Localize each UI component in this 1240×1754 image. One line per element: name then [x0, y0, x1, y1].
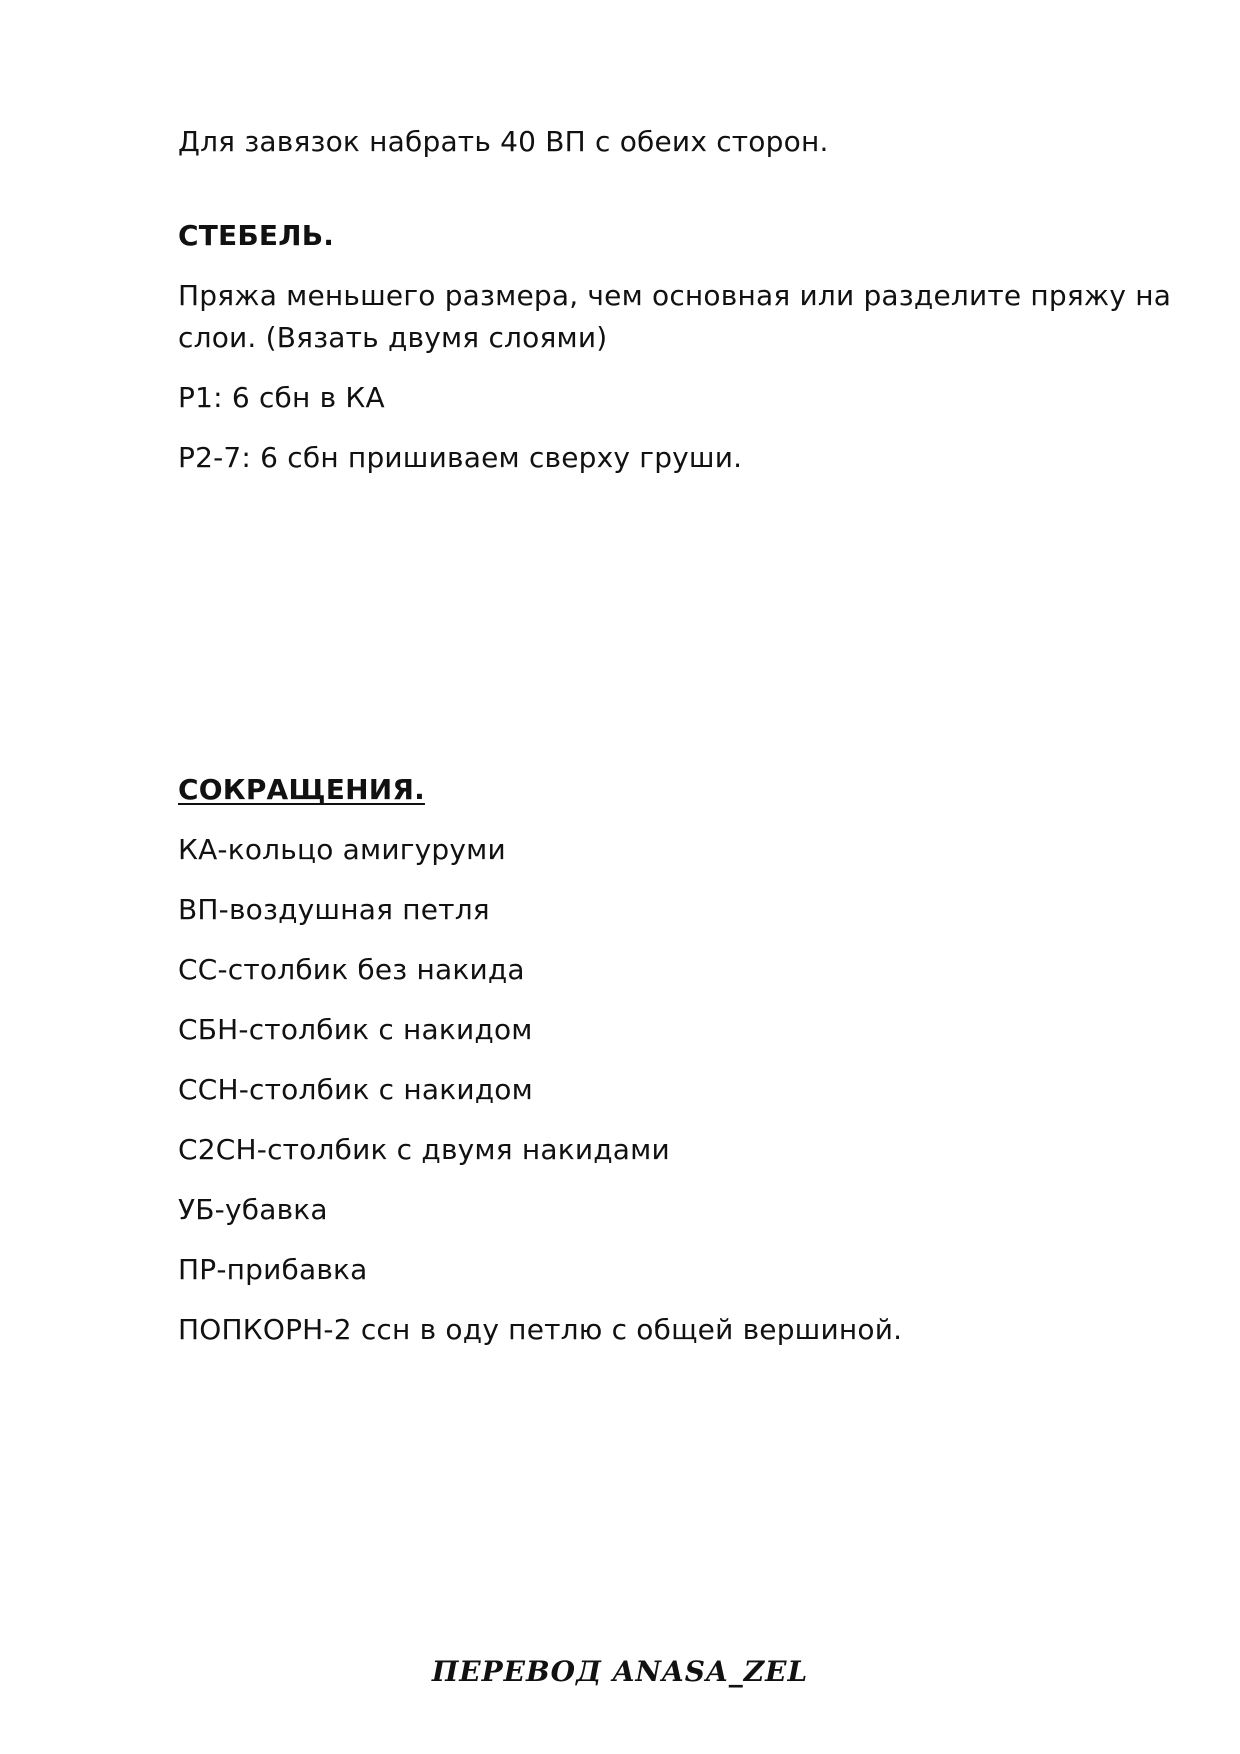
abbreviation-item: СС-столбик без накида [178, 953, 525, 986]
abbreviation-item: УБ-убавка [178, 1193, 328, 1226]
stem-heading: СТЕБЕЛЬ. [178, 219, 335, 252]
abbreviations-heading: СОКРАЩЕНИЯ. [178, 773, 425, 806]
stem-paragraph-line-2: слои. (Вязать двумя слоями) [178, 321, 608, 354]
abbreviation-item: КА-кольцо амигуруми [178, 833, 506, 866]
abbreviation-item: ВП-воздушная петля [178, 893, 490, 926]
abbreviation-item: ССН-столбик с накидом [178, 1073, 533, 1106]
stem-paragraph-line-1: Пряжа меньшего размера, чем основная или разделите пряжу на [178, 279, 1172, 312]
abbreviation-item: ПОПКОРН-2 ссн в оду петлю с общей вершиной. [178, 1313, 903, 1346]
translator-credit: ПЕРЕВОД ANASA_ZEL [431, 1655, 809, 1688]
stem-row-1: Р1: 6 сбн в КА [178, 381, 385, 414]
tie-instruction: Для завязок набрать 40 ВП с обеих сторон. [178, 125, 829, 158]
abbreviation-item: ПР-прибавка [178, 1253, 368, 1286]
stem-row-2: Р2-7: 6 сбн пришиваем сверху груши. [178, 441, 743, 474]
abbreviation-item: СБН-столбик с накидом [178, 1013, 533, 1046]
abbreviation-item: С2СН-столбик с двумя накидами [178, 1133, 670, 1166]
